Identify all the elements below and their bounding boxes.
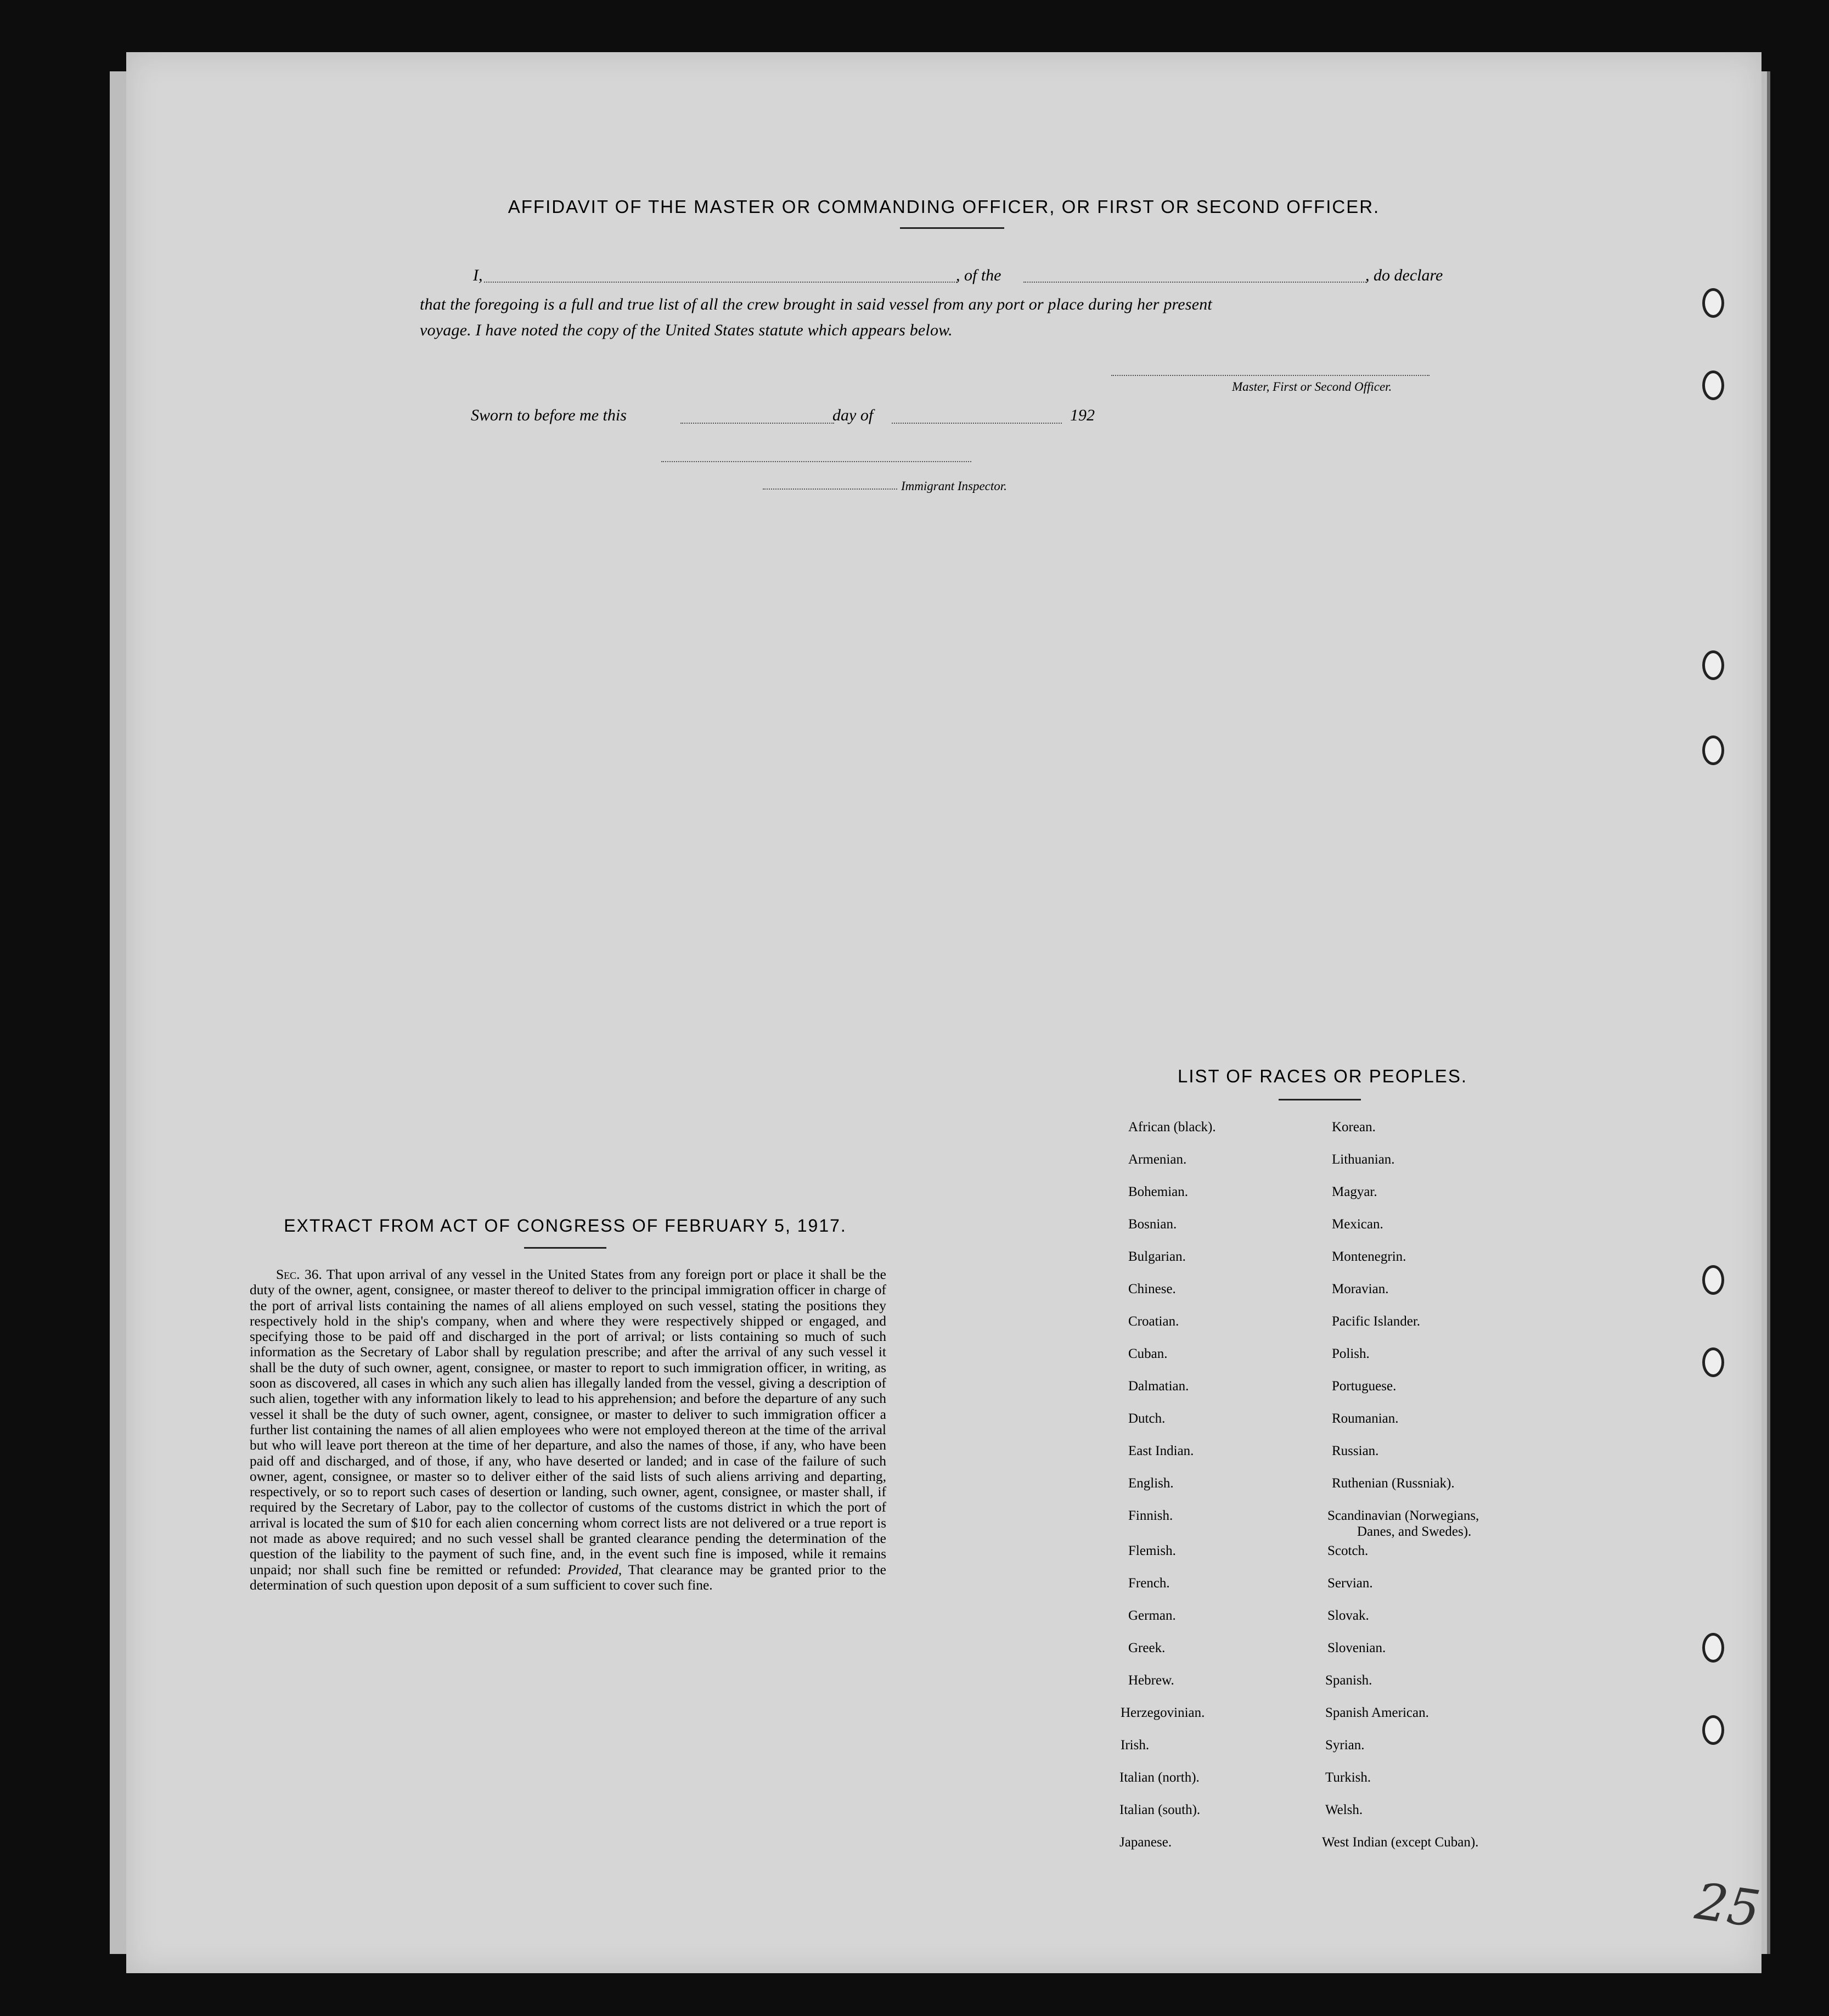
- race-item: Danes, and Swedes).: [1357, 1524, 1472, 1539]
- race-item: Irish.: [1121, 1738, 1150, 1753]
- race-item: Pacific Islander.: [1332, 1314, 1421, 1329]
- race-item: Spanish.: [1325, 1673, 1372, 1688]
- race-item: Dalmatian.: [1128, 1379, 1189, 1394]
- race-item: Lithuanian.: [1332, 1152, 1395, 1167]
- race-item: Spanish American.: [1325, 1705, 1429, 1720]
- affidavit-title: AFFIDAVIT OF THE MASTER OR COMMANDING OFFICER, OR FIRST OR SECOND OFFICER.: [508, 196, 1380, 217]
- race-item: Finnish.: [1128, 1508, 1173, 1523]
- race-item: Armenian.: [1128, 1152, 1187, 1167]
- race-item: English.: [1128, 1476, 1174, 1491]
- day-of-label: day of: [832, 406, 874, 424]
- race-item: Hebrew.: [1128, 1673, 1174, 1688]
- race-item: Slovenian.: [1327, 1641, 1386, 1655]
- statute-text: [250, 1267, 886, 1593]
- race-item: Herzegovinian.: [1121, 1705, 1205, 1720]
- affidavit-line2: that the foregoing is a full and true list of all the crew brought in said vessel from any port or place during her present: [420, 295, 1212, 313]
- race-item: Bohemian.: [1128, 1184, 1189, 1199]
- binder-hole: [1702, 1347, 1724, 1377]
- race-item: Servian.: [1327, 1576, 1373, 1591]
- race-item: Polish.: [1332, 1346, 1370, 1361]
- races-title: LIST OF RACES OR PEOPLES.: [1177, 1066, 1468, 1086]
- race-item: Montenegrin.: [1332, 1249, 1406, 1264]
- sworn-month-line[interactable]: [892, 423, 1062, 424]
- statute-text-2: That clearance may be granted prior to the determination of such question upon deposit of a sum sufficient to cover such fine.: [250, 1561, 886, 1593]
- race-item: African (black).: [1128, 1120, 1216, 1135]
- race-item: Scotch.: [1327, 1543, 1369, 1558]
- race-item: Chinese.: [1128, 1282, 1176, 1296]
- binder-hole: [1702, 650, 1724, 680]
- race-item: Korean.: [1332, 1120, 1376, 1135]
- vessel-field-line[interactable]: [1023, 282, 1366, 283]
- affidavit-i-label: I,: [473, 266, 483, 284]
- year-label: 192: [1070, 406, 1095, 424]
- bleed-through-ghost-text: [274, 154, 1701, 184]
- affidavit-title-rule: [900, 227, 1004, 229]
- race-item: Cuban.: [1128, 1346, 1168, 1361]
- race-item: Italian (north).: [1119, 1770, 1200, 1785]
- race-item: Magyar.: [1332, 1184, 1377, 1199]
- affidavit-line3: voyage. I have noted the copy of the United States statute which appears below.: [420, 321, 953, 339]
- section-label: Sec. 36.: [276, 1266, 322, 1282]
- race-item: Scandinavian (Norwegians,: [1327, 1508, 1479, 1523]
- race-item: German.: [1128, 1608, 1176, 1623]
- race-item: French.: [1128, 1576, 1170, 1591]
- name-field-line[interactable]: [484, 282, 957, 283]
- race-item: East Indian.: [1128, 1444, 1194, 1458]
- races-title-rule: [1279, 1099, 1361, 1100]
- binder-hole: [1702, 1633, 1724, 1663]
- race-item: Turkish.: [1325, 1770, 1371, 1785]
- race-item: Ruthenian (Russniak).: [1332, 1476, 1455, 1491]
- binder-hole: [1702, 1715, 1724, 1745]
- handwritten-page-number: 25: [1692, 1872, 1764, 1939]
- race-item: Flemish.: [1128, 1543, 1176, 1558]
- race-item: Slovak.: [1327, 1608, 1369, 1623]
- form-page: [126, 52, 1762, 1973]
- race-item: West Indian (except Cuban).: [1322, 1835, 1479, 1850]
- statute-provided: Provided,: [567, 1561, 622, 1577]
- race-item: Syrian.: [1325, 1738, 1365, 1753]
- race-item: Bulgarian.: [1128, 1249, 1186, 1264]
- race-item: Russian.: [1332, 1444, 1379, 1458]
- binder-hole: [1702, 1265, 1724, 1295]
- inspector-signature-line[interactable]: [763, 488, 897, 490]
- race-item: Greek.: [1128, 1641, 1166, 1655]
- race-item: Croatian.: [1128, 1314, 1179, 1329]
- extract-title: EXTRACT FROM ACT OF CONGRESS OF FEBRUARY 5, 1917.: [284, 1216, 847, 1236]
- race-item: Welsh.: [1325, 1802, 1363, 1817]
- inspector-signature-line-top[interactable]: [661, 461, 971, 462]
- master-signature-label: Master, First or Second Officer.: [1232, 380, 1392, 394]
- sworn-day-line[interactable]: [680, 423, 834, 424]
- statute-text-1: That upon arrival of any vessel in the United States from any foreign port or place it shall be the duty of the owner, agent, consignee, or master thereof to deliver to the principal immigration officer in charge of the port of arrival lists containing the names of all aliens employed on such vessel, stating the positions they respectively hold in the ship's company, when and where they were respectively shipped or engaged, and specifying those to be paid off and discharged in the port of arrival; or lists containing so much of such information as the Secretary of Labor shall by regulation prescribe; and after the arrival of any such vessel it shall be the duty of such owner, agent, consignee, or master to report to such immigration officer, in writing, as soon as discovered, all cases in which any such alien has illegally landed from the vessel, giving a description of such alien, together with any information likely to lead to his apprehension; and before the departure of any such vessel it shall be the duty of such owner, agent, consignee, or master to deliver to such immigration officer a further list containing the names of all alien employees who were not employed thereon at the time of the arrival but who will leave port thereon at the time of her departure, and also the names of those, if any, who have been paid off and discharged, and of those, if any, who have deserted or landed; and in case of the failure of such owner, agent, consignee, or master so to deliver either of the said lists of such aliens arriving and departing, respectively, or so to report such cases of desertion or landing, such owner, agent, consignee, or master shall, if required by the Secretary of Labor, pay to the collector of customs of the customs district in which the port of arrival is located the sum of $10 for each alien concerning whom correct lists are not delivered or a true report is not made as above required; and no such vessel shall be granted clearance pending the determination of the question of the liability to the payment of such fine, and, in the event such fine is imposed, while it remains unpaid; nor shall such fine be remitted or refunded:: [250, 1266, 887, 1577]
- race-item: Italian (south).: [1119, 1802, 1201, 1817]
- race-item: Mexican.: [1332, 1217, 1383, 1232]
- binder-hole: [1702, 370, 1724, 400]
- affidavit-of-label: , of the: [956, 266, 1001, 284]
- binder-hole: [1702, 288, 1724, 318]
- sworn-label: Sworn to before me this: [471, 406, 627, 424]
- race-item: Roumanian.: [1332, 1411, 1399, 1426]
- race-item: Moravian.: [1332, 1282, 1389, 1296]
- race-item: Japanese.: [1119, 1835, 1172, 1850]
- inspector-label: Immigrant Inspector.: [901, 479, 1007, 493]
- master-signature-line[interactable]: [1111, 375, 1430, 376]
- affidavit-declare-label: , do declare: [1365, 266, 1443, 284]
- extract-title-rule: [524, 1247, 606, 1249]
- race-item: Dutch.: [1128, 1411, 1166, 1426]
- race-item: Portuguese.: [1332, 1379, 1397, 1394]
- binder-hole: [1702, 735, 1724, 765]
- race-item: Bosnian.: [1128, 1217, 1177, 1232]
